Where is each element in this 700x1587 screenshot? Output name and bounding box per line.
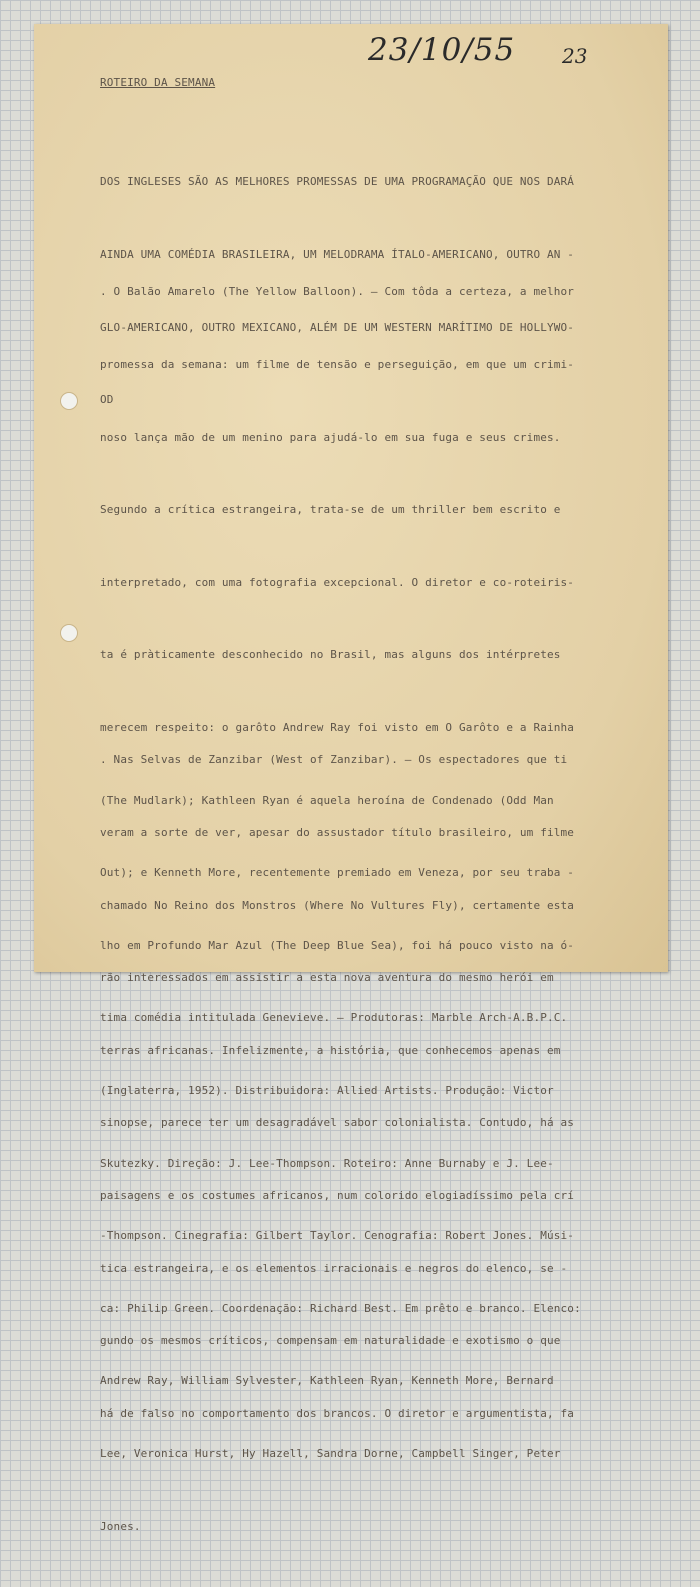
- handwritten-date: 23/10/55: [368, 32, 516, 68]
- punch-hole: [60, 624, 78, 642]
- text-line: lho em Profundo Mar Azul (The Deep Blue Sea), foi há pouco visto na ó-: [100, 938, 575, 952]
- page-title: ROTEIRO DA SEMANA: [100, 76, 216, 89]
- text-line: gundo os mesmos críticos, compensam em naturalidade e exotismo o que: [100, 1334, 561, 1348]
- text-line: . Nas Selvas de Zanzibar (West of Zanzibar). — Os espectadores que ti: [100, 753, 568, 767]
- text-line: chamado No Reino dos Monstros (Where No Vultures Fly), certamente esta: [100, 898, 575, 912]
- review-west-of-zanzibar: [100, 700, 656, 1474]
- punch-hole: [60, 392, 78, 410]
- typewritten-page: [34, 24, 668, 1533]
- text-line: noso lança mão de um menino para ajudá-lo em sua fuga e seus crimes.: [100, 430, 561, 444]
- text-line: Out); e Kenneth More, recentemente premiado em Veneza, por seu traba -: [100, 866, 575, 880]
- text-line: Lee, Veronica Hurst, Hy Hazell, Sandra Dorne, Campbell Singer, Peter: [100, 1446, 561, 1460]
- text-line: ta é pràticamente desconhecido no Brasil, mas alguns dos intérpretes: [100, 648, 561, 662]
- text-line: ca: Philip Green. Coordenação: Richard Best. Em prêto e branco. Elenco:: [100, 1301, 581, 1315]
- text-line: Jones.: [100, 1519, 141, 1533]
- text-line: interpretado, com uma fotografia excepcional. O diretor e co-roteiris-: [100, 575, 575, 589]
- handwritten-page-number: 23: [562, 44, 588, 68]
- text-line: (The Mudlark); Kathleen Ryan é aquela heroína de Condenado (Odd Man: [100, 793, 554, 807]
- text-line: veram a sorte de ver, apesar do assustador título brasileiro, um filme: [100, 826, 575, 839]
- text-line: OD: [100, 393, 114, 407]
- text-line: rão interessados em assistir a esta nova aventura do mesmo herói em: [100, 971, 554, 985]
- text-line: (Inglaterra, 1952). Distribuidora: Allied Artists. Produção: Victor: [100, 1083, 554, 1097]
- text-line: promessa da semana: um filme de tensão e perseguição, em que um crimi-: [100, 358, 575, 371]
- text-line: terras africanas. Infelizmente, a história, que conhecemos apenas em: [100, 1043, 561, 1057]
- text-line: AINDA UMA COMÉDIA BRASILEIRA, UM MELODRAMA ÍTALO-AMERICANO, OUTRO AN -: [100, 248, 575, 261]
- text-line: há de falso no comportamento dos brancos. O diretor e argumentista, fa: [100, 1406, 575, 1420]
- text-line: merecem respeito: o garôto Andrew Ray foi visto em O Garôto e a Rainha: [100, 720, 575, 734]
- text-line: tima comédia intitulada Genevieve. — Produtoras: Marble Arch-A.B.P.C.: [100, 1011, 568, 1025]
- text-line: tica estrangeira, e os elementos irracionais e negros do elenco, se -: [100, 1261, 568, 1275]
- text-line: Andrew Ray, William Sylvester, Kathleen Ryan, Kenneth More, Bernard: [100, 1374, 554, 1388]
- text-line: paisagens e os costumes africanos, num colorido elogiadíssimo pela crí: [100, 1188, 575, 1202]
- text-line: DOS INGLESES SÃO AS MELHORES PROMESSAS DE UMA PROGRAMAÇÃO QUE NOS DARÁ: [100, 175, 575, 189]
- text-line: -Thompson. Cinegrafia: Gilbert Taylor. Cenografia: Robert Jones. Músi-: [100, 1229, 575, 1243]
- text-line: Segundo a crítica estrangeira, trata-se de um thriller bem escrito e: [100, 503, 561, 517]
- text-line: . O Balão Amarelo (The Yellow Balloon). — Com tôda a certeza, a melhor: [100, 285, 575, 299]
- text-line: sinopse, parece ter um desagradável sabor colonialista. Contudo, há as: [100, 1116, 575, 1130]
- text-line: GLO-AMERICANO, OUTRO MEXICANO, ALÉM DE UM WESTERN MARÍTIMO DE HOLLYWO-: [100, 320, 575, 334]
- text-line: Skutezky. Direção: J. Lee-Thompson. Roteiro: Anne Burnaby e J. Lee-: [100, 1156, 554, 1170]
